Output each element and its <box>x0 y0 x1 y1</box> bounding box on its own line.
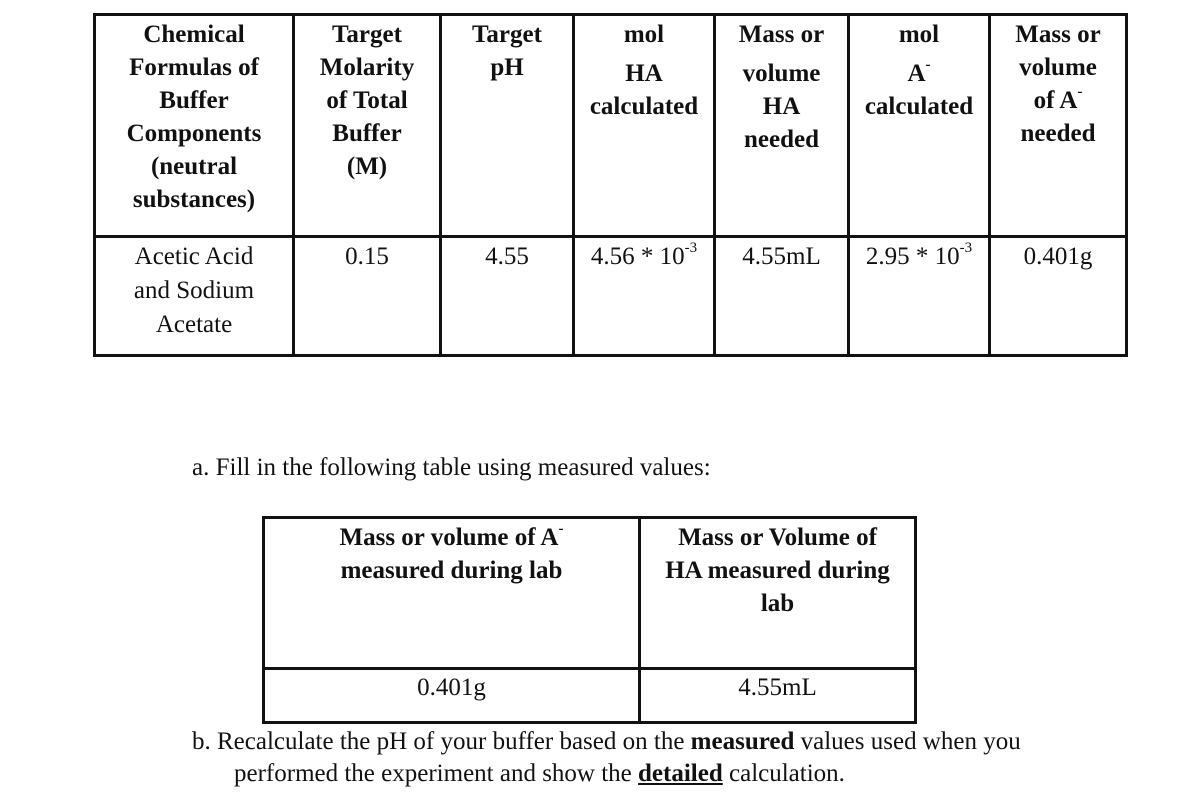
cell-molarity: 0.15 <box>294 237 441 356</box>
instruction-a: a. Fill in the following table using measured values: <box>192 454 711 481</box>
instruction-b-line-2: performed the experiment and show the detailed calculation. <box>234 760 845 787</box>
header-mass-ha: Mass or volume HA needed <box>715 15 849 237</box>
cell-ph: 4.55 <box>441 237 574 356</box>
cell-mol-a: $2.95 * 10^{-3}$ <box>849 237 990 356</box>
buffer-table-header-row <box>95 15 1127 237</box>
header-measured-ha: Mass or Volume of HA measured during lab <box>640 518 916 669</box>
header-mol-a: mol A- calculated <box>849 15 990 237</box>
header-target-ph: Target pH <box>441 15 574 237</box>
instruction-b <box>192 726 1021 790</box>
buffer-table <box>93 13 1128 357</box>
measured-table <box>262 516 917 724</box>
buffer-table-data-row <box>95 237 1127 356</box>
header-mass-a: Mass or volume of A- needed <box>990 15 1127 237</box>
header-chemical-formulas: Chemical Formulas of Buffer Components (neutral substances) <box>95 15 294 237</box>
cell-mass-a: 0.401g <box>990 237 1127 356</box>
cell-mass-ha: 4.55mL <box>715 237 849 356</box>
header-measured-a: Mass or volume of A- measured during lab <box>264 518 640 669</box>
cell-measured-ha: 4.55mL <box>640 669 916 723</box>
cell-measured-a: 0.401g <box>264 669 640 723</box>
cell-mol-ha: $4.56 * 10^{-3}$ <box>574 237 715 356</box>
header-mol-ha: mol HA calculated <box>574 15 715 237</box>
instruction-b-line-1: b. Recalculate the pH of your buffer based on the measured values used when you <box>192 728 1021 755</box>
measured-table-data-row <box>264 669 916 723</box>
cell-components: Acetic Acid and Sodium Acetate <box>95 237 294 356</box>
header-target-molarity: Target Molarity of Total Buffer (M) <box>294 15 441 237</box>
measured-table-header-row <box>264 518 916 669</box>
